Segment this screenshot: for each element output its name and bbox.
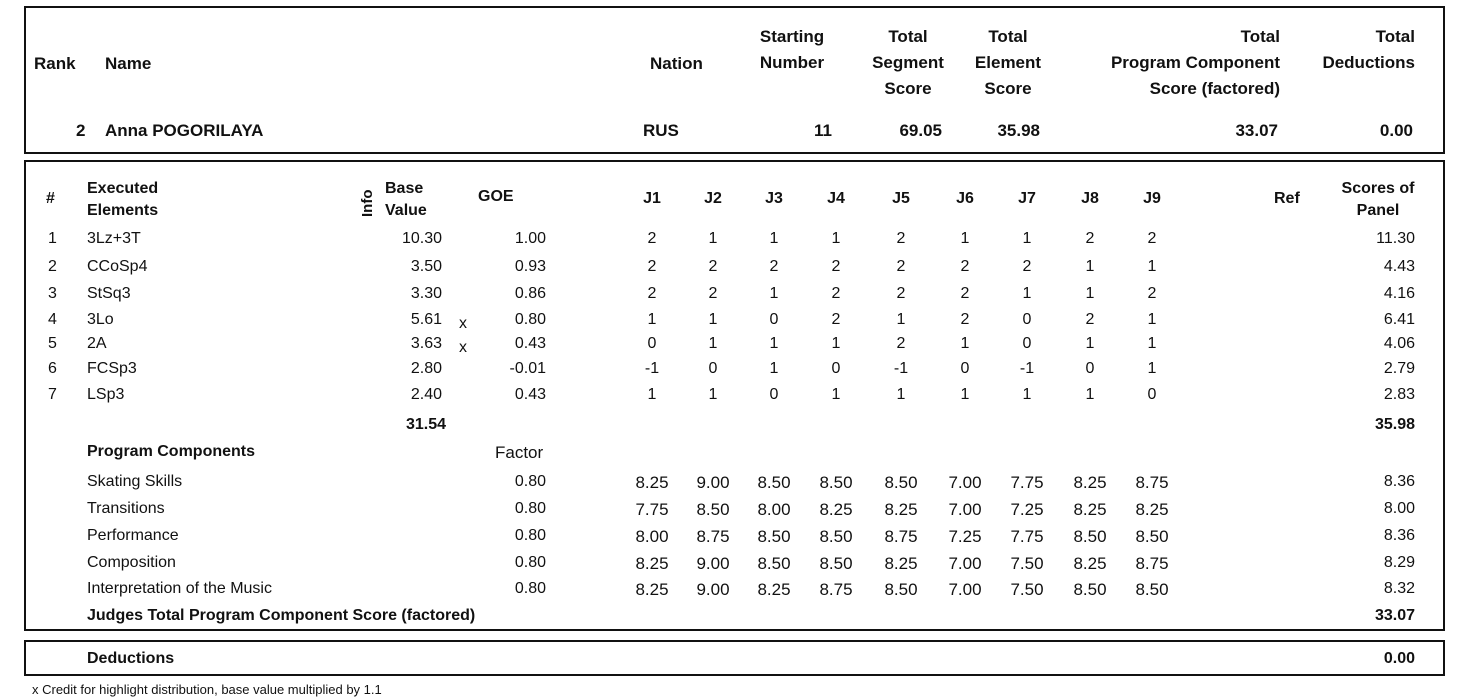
element-name: 2A (87, 335, 107, 352)
component-judge-score: 8.50 (819, 554, 853, 573)
scores-of-panel-header: Scores of Panel (1341, 180, 1415, 219)
element-judge-score: 0 (769, 311, 779, 328)
judge-header-4: J4 (827, 190, 845, 207)
element-number: 7 (48, 386, 57, 403)
element-judge-score: -1 (644, 360, 660, 377)
element-judge-score: 1 (1085, 335, 1095, 352)
element-judge-score: 2 (960, 258, 970, 275)
name-header: Name (105, 54, 152, 73)
elements-panel-total: 35.98 (1374, 416, 1415, 433)
component-judge-score: 8.25 (1073, 500, 1107, 519)
element-judge-score: 2 (1022, 258, 1032, 275)
judge-header-3: J3 (765, 190, 783, 207)
component-judge-score: 7.00 (948, 554, 982, 573)
skater-rank: 2 (76, 121, 86, 140)
element-judge-score: 1 (1022, 230, 1032, 247)
element-judge-score: 1 (708, 335, 718, 352)
footnote: x Credit for highlight distribution, base value multiplied by 1.1 (32, 682, 382, 697)
component-panel-score: 8.36 (1383, 473, 1415, 490)
deductions-box (24, 640, 1445, 676)
element-judge-score: 1 (1147, 360, 1157, 377)
nation-header: Nation (650, 54, 703, 73)
element-judge-score: 2 (708, 285, 718, 302)
element-judge-score: -1 (1019, 360, 1035, 377)
element-judge-score: 1 (1085, 258, 1095, 275)
component-judge-score: 7.50 (1010, 580, 1044, 599)
component-judge-score: 8.75 (1135, 473, 1169, 492)
component-judge-score: 9.00 (696, 473, 730, 492)
element-judge-score: 1 (708, 311, 718, 328)
component-judge-score: 8.50 (884, 473, 918, 492)
element-judge-score: 2 (896, 230, 906, 247)
component-factor: 0.80 (514, 473, 546, 490)
component-name: Composition (87, 554, 176, 571)
component-judge-score: 7.75 (635, 500, 669, 519)
judge-header-1: J1 (643, 190, 661, 207)
element-name: StSq3 (87, 285, 131, 302)
element-judge-score: 1 (896, 311, 906, 328)
element-judge-score: 2 (1085, 230, 1095, 247)
skater-total-segment-score: 69.05 (899, 121, 942, 140)
element-judge-score: 1 (769, 360, 779, 377)
judge-header-6: J6 (956, 190, 974, 207)
element-judge-score: 2 (831, 285, 841, 302)
deductions-label: Deductions (87, 650, 175, 667)
ref-header: Ref (1274, 190, 1300, 207)
element-judge-score: 1 (647, 386, 657, 403)
component-judge-score: 8.75 (1135, 554, 1169, 573)
element-judge-score: 1 (708, 386, 718, 403)
element-judge-score: 0 (831, 360, 841, 377)
component-judge-score: 8.50 (819, 527, 853, 546)
total-pcs-header: Total Program Component Score (factored) (1110, 27, 1280, 98)
element-goe: 0.43 (514, 386, 546, 403)
element-judge-score: 0 (1147, 386, 1157, 403)
element-judge-score: 1 (960, 386, 970, 403)
element-judge-score: 1 (1022, 386, 1032, 403)
element-judge-score: 1 (769, 230, 779, 247)
skater-total-pcs: 33.07 (1235, 121, 1278, 140)
element-number: 2 (48, 258, 57, 275)
component-panel-score: 8.29 (1383, 554, 1415, 571)
program-components-label: Program Components (87, 443, 256, 460)
component-judge-score: 8.25 (1073, 554, 1107, 573)
element-goe: 0.86 (514, 285, 546, 302)
component-panel-score: 8.00 (1383, 500, 1415, 517)
element-judge-score: 1 (769, 335, 779, 352)
component-judge-score: 8.25 (1073, 473, 1107, 492)
element-name: 3Lo (87, 311, 114, 328)
element-judge-score: 1 (1147, 258, 1157, 275)
skater-starting-number: 11 (814, 121, 832, 140)
element-info: x (459, 315, 467, 332)
element-name: CCoSp4 (87, 258, 148, 275)
element-base-value: 3.30 (410, 285, 442, 302)
element-panel-score: 4.16 (1383, 285, 1415, 302)
element-judge-score: 1 (960, 230, 970, 247)
component-judge-score: 7.75 (1010, 527, 1044, 546)
element-judge-score: 2 (960, 285, 970, 302)
element-judge-score: 1 (831, 386, 841, 403)
element-number: 5 (48, 335, 57, 352)
element-panel-score: 6.41 (1383, 311, 1415, 328)
element-judge-score: 2 (769, 258, 779, 275)
element-panel-score: 4.06 (1383, 335, 1415, 352)
component-panel-score: 8.36 (1383, 527, 1415, 544)
element-judge-score: 2 (647, 285, 657, 302)
rank-header: Rank (34, 54, 76, 73)
element-info: x (459, 339, 467, 356)
judge-header-2: J2 (704, 190, 722, 207)
element-judge-score: 0 (1085, 360, 1095, 377)
element-judge-score: 1 (1147, 335, 1157, 352)
element-judge-score: 1 (896, 386, 906, 403)
starting-number-header: Starting Number (759, 27, 825, 72)
judge-header-7: J7 (1018, 190, 1036, 207)
element-panel-score: 2.83 (1383, 386, 1415, 403)
component-panel-score: 8.32 (1383, 580, 1415, 597)
component-judge-score: 8.50 (819, 473, 853, 492)
element-judge-score: 1 (1085, 386, 1095, 403)
element-judge-score: 1 (1147, 311, 1157, 328)
component-judge-score: 8.25 (1135, 500, 1169, 519)
executed-elements-header: Executed Elements (87, 180, 159, 219)
goe-header: GOE (478, 188, 514, 205)
element-base-value: 3.63 (410, 335, 442, 352)
component-judge-score: 8.75 (696, 527, 730, 546)
element-judge-score: 0 (1022, 311, 1032, 328)
judges-total-pcs-value: 33.07 (1374, 607, 1415, 624)
component-factor: 0.80 (514, 580, 546, 597)
component-judge-score: 8.75 (884, 527, 918, 546)
element-base-value: 2.80 (410, 360, 442, 377)
element-goe: 0.43 (514, 335, 546, 352)
element-panel-score: 4.43 (1383, 258, 1415, 275)
element-judge-score: 2 (896, 335, 906, 352)
element-judge-score: 2 (896, 285, 906, 302)
skater-total-element-score: 35.98 (997, 121, 1040, 140)
component-judge-score: 7.25 (1010, 500, 1044, 519)
element-judge-score: 0 (1022, 335, 1032, 352)
element-judge-score: 2 (1085, 311, 1095, 328)
elements-base-total: 31.54 (405, 416, 446, 433)
element-number: 1 (48, 230, 57, 247)
component-judge-score: 8.25 (757, 580, 791, 599)
skater-name: Anna POGORILAYA (105, 121, 264, 140)
component-judge-score: 8.75 (819, 580, 853, 599)
skater-total-deductions: 0.00 (1379, 121, 1413, 140)
element-judge-score: 1 (708, 230, 718, 247)
component-judge-score: 8.00 (757, 500, 791, 519)
element-judge-score: 0 (647, 335, 657, 352)
info-header: Info (359, 189, 376, 217)
total-segment-score-header: Total Segment Score (872, 27, 944, 98)
element-name: 3Lz+3T (87, 230, 141, 247)
component-judge-score: 7.75 (1010, 473, 1044, 492)
element-judge-score: 2 (647, 230, 657, 247)
factor-header: Factor (495, 443, 544, 462)
element-name: LSp3 (87, 386, 125, 403)
element-goe: 1.00 (514, 230, 546, 247)
element-judge-score: 0 (708, 360, 718, 377)
element-number-header: # (46, 190, 55, 207)
judge-header-8: J8 (1081, 190, 1099, 207)
component-factor: 0.80 (514, 554, 546, 571)
component-name: Transitions (87, 500, 165, 517)
element-judge-score: 2 (960, 311, 970, 328)
total-deductions-header: Total Deductions (1322, 27, 1415, 72)
element-judge-score: 2 (1147, 285, 1157, 302)
element-judge-score: 2 (708, 258, 718, 275)
element-judge-score: 2 (831, 258, 841, 275)
element-judge-score: 2 (647, 258, 657, 275)
component-judge-score: 9.00 (696, 580, 730, 599)
skater-nation: RUS (643, 121, 679, 140)
element-base-value: 5.61 (410, 311, 442, 328)
component-name: Performance (87, 527, 179, 544)
element-base-value: 10.30 (401, 230, 442, 247)
component-judge-score: 8.25 (635, 554, 669, 573)
component-judge-score: 7.00 (948, 473, 982, 492)
element-judge-score: -1 (893, 360, 909, 377)
element-panel-score: 2.79 (1383, 360, 1415, 377)
element-judge-score: 1 (1022, 285, 1032, 302)
component-judge-score: 9.00 (696, 554, 730, 573)
judges-total-pcs-label: Judges Total Program Component Score (factored) (87, 607, 476, 624)
element-judge-score: 1 (960, 335, 970, 352)
component-judge-score: 7.50 (1010, 554, 1044, 573)
component-judge-score: 8.50 (757, 527, 791, 546)
judge-header-9: J9 (1143, 190, 1161, 207)
component-judge-score: 8.25 (884, 554, 918, 573)
component-judge-score: 7.00 (948, 500, 982, 519)
component-judge-score: 8.50 (1073, 580, 1107, 599)
component-judge-score: 8.50 (757, 554, 791, 573)
judge-header-5: J5 (892, 190, 910, 207)
total-element-score-header: Total Element Score (974, 27, 1042, 98)
component-judge-score: 8.50 (1135, 527, 1169, 546)
element-goe: -0.01 (509, 360, 546, 377)
element-judge-score: 2 (1147, 230, 1157, 247)
component-judge-score: 7.00 (948, 580, 982, 599)
base-value-header: Base Value (385, 180, 427, 219)
element-number: 6 (48, 360, 57, 377)
component-factor: 0.80 (514, 500, 546, 517)
element-judge-score: 1 (1085, 285, 1095, 302)
component-judge-score: 8.00 (635, 527, 669, 546)
component-factor: 0.80 (514, 527, 546, 544)
element-judge-score: 2 (831, 311, 841, 328)
deductions-value: 0.00 (1383, 650, 1415, 667)
component-name: Interpretation of the Music (87, 580, 272, 597)
element-number: 3 (48, 285, 57, 302)
element-base-value: 2.40 (410, 386, 442, 403)
element-judge-score: 0 (960, 360, 970, 377)
component-judge-score: 7.25 (948, 527, 982, 546)
element-base-value: 3.50 (410, 258, 442, 275)
component-judge-score: 8.25 (635, 473, 669, 492)
component-name: Skating Skills (87, 473, 183, 490)
element-panel-score: 11.30 (1376, 230, 1415, 247)
element-judge-score: 1 (647, 311, 657, 328)
component-judge-score: 8.50 (884, 580, 918, 599)
component-judge-score: 8.25 (884, 500, 918, 519)
component-judge-score: 8.50 (1135, 580, 1169, 599)
element-judge-score: 1 (769, 285, 779, 302)
component-judge-score: 8.50 (757, 473, 791, 492)
element-judge-score: 2 (896, 258, 906, 275)
element-judge-score: 1 (831, 230, 841, 247)
element-goe: 0.93 (514, 258, 546, 275)
element-goe: 0.80 (514, 311, 546, 328)
component-judge-score: 8.50 (1073, 527, 1107, 546)
element-judge-score: 0 (769, 386, 779, 403)
component-judge-score: 8.50 (696, 500, 730, 519)
element-name: FCSp3 (87, 360, 137, 377)
component-judge-score: 8.25 (635, 580, 669, 599)
element-judge-score: 1 (831, 335, 841, 352)
component-judge-score: 8.25 (819, 500, 853, 519)
element-number: 4 (48, 311, 57, 328)
